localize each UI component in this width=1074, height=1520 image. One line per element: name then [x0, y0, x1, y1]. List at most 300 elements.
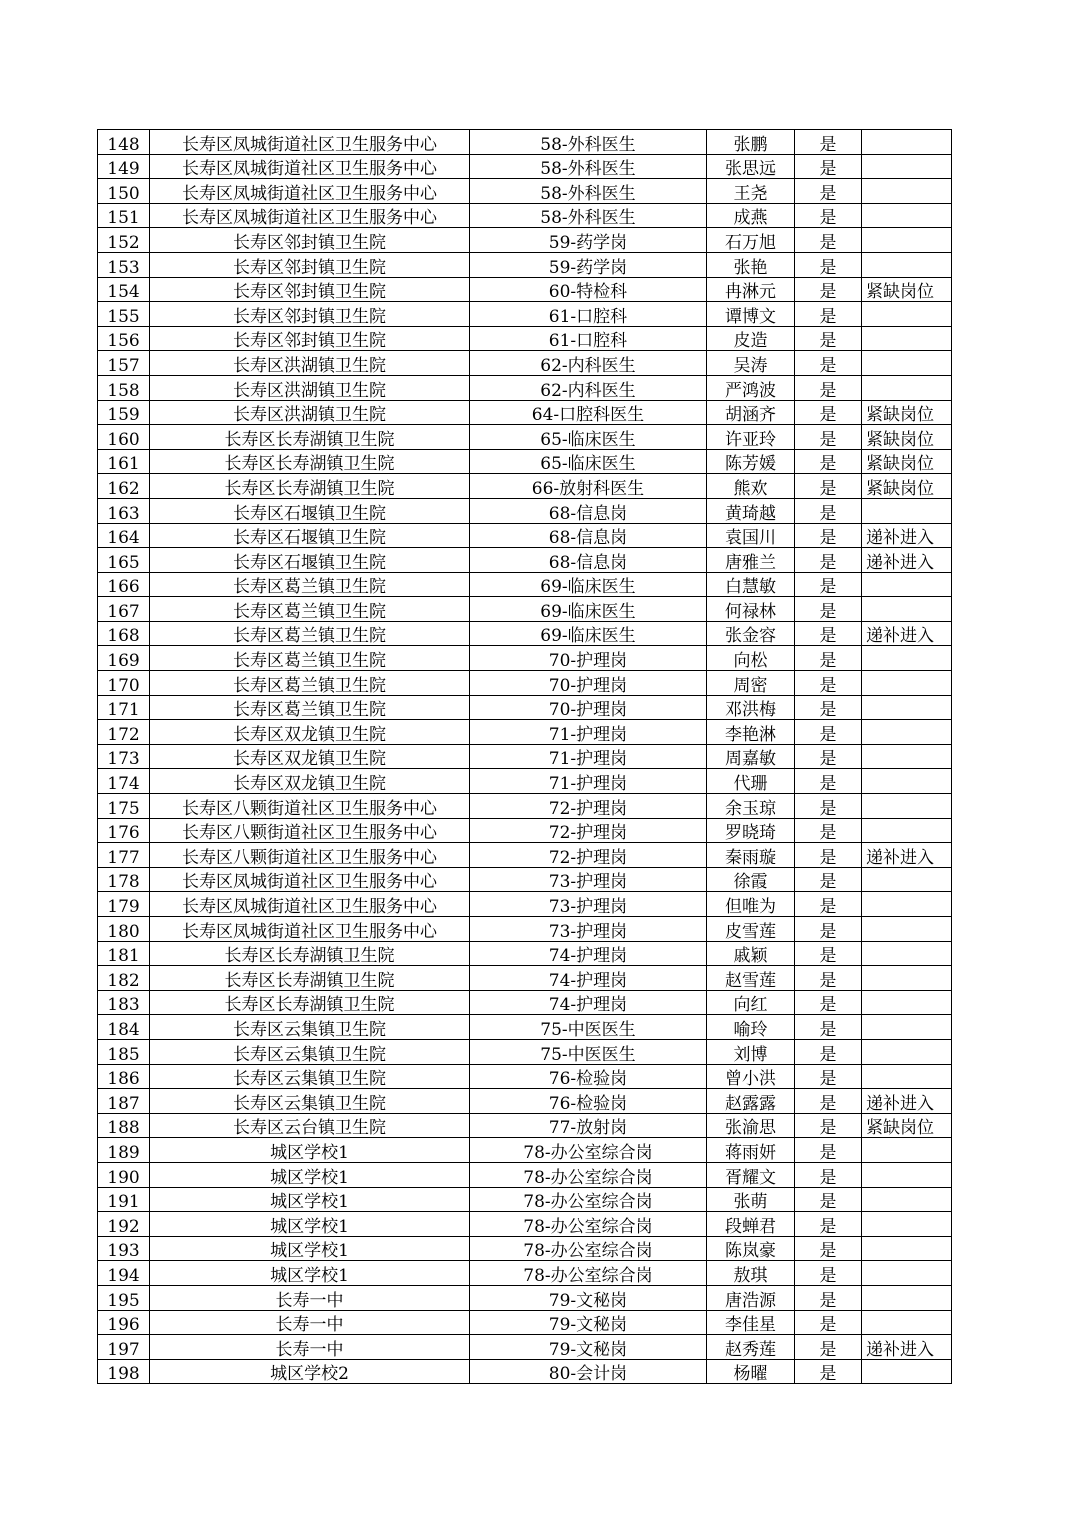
row-number-cell: 169: [98, 646, 150, 671]
qualified-cell: 是: [795, 449, 862, 474]
position-cell: 70-护理岗: [470, 671, 707, 696]
qualified-cell: 是: [795, 917, 862, 942]
qualified-cell: 是: [795, 130, 862, 155]
remark-cell: [862, 892, 952, 917]
unit-cell: 长寿区凤城街道社区卫生服务中心: [150, 867, 470, 892]
candidate-name-cell: 何禄林: [707, 597, 795, 622]
row-number-cell: 157: [98, 351, 150, 376]
unit-cell: 长寿区邻封镇卫生院: [150, 302, 470, 327]
unit-cell: 长寿区长寿湖镇卫生院: [150, 941, 470, 966]
remark-cell: [862, 1261, 952, 1286]
position-cell: 76-检验岗: [470, 1089, 707, 1114]
candidate-name-cell: 严鸿波: [707, 375, 795, 400]
row-number-cell: 179: [98, 892, 150, 917]
unit-cell: 城区学校1: [150, 1187, 470, 1212]
row-number-cell: 197: [98, 1335, 150, 1360]
qualified-cell: 是: [795, 1310, 862, 1335]
table-row: [98, 597, 952, 622]
remark-cell: [862, 154, 952, 179]
remark-cell: [862, 966, 952, 991]
qualified-cell: 是: [795, 1187, 862, 1212]
remark-cell: 紧缺岗位: [862, 425, 952, 450]
position-cell: 78-办公室综合岗: [470, 1162, 707, 1187]
table-row: [98, 1039, 952, 1064]
position-cell: 62-内科医生: [470, 375, 707, 400]
remark-cell: [862, 794, 952, 819]
unit-cell: 城区学校2: [150, 1359, 470, 1384]
candidate-name-cell: 刘博: [707, 1039, 795, 1064]
qualified-cell: 是: [795, 1113, 862, 1138]
position-cell: 58-外科医生: [470, 203, 707, 228]
remark-cell: [862, 769, 952, 794]
candidate-name-cell: 段蝉君: [707, 1212, 795, 1237]
candidate-name-cell: 谭博文: [707, 302, 795, 327]
qualified-cell: 是: [795, 621, 862, 646]
remark-cell: 递补进入: [862, 1089, 952, 1114]
qualified-cell: 是: [795, 1015, 862, 1040]
unit-cell: 城区学校1: [150, 1162, 470, 1187]
unit-cell: 长寿区葛兰镇卫生院: [150, 646, 470, 671]
results-table: [97, 129, 952, 1384]
candidate-name-cell: 赵雪莲: [707, 966, 795, 991]
qualified-cell: 是: [795, 1089, 862, 1114]
candidate-name-cell: 唐浩源: [707, 1285, 795, 1310]
position-cell: 78-办公室综合岗: [470, 1236, 707, 1261]
position-cell: 74-护理岗: [470, 966, 707, 991]
remark-cell: [862, 1212, 952, 1237]
table-row: [98, 843, 952, 868]
unit-cell: 长寿区葛兰镇卫生院: [150, 671, 470, 696]
qualified-cell: 是: [795, 228, 862, 253]
candidate-name-cell: 许亚玲: [707, 425, 795, 450]
position-cell: 62-内科医生: [470, 351, 707, 376]
remark-cell: [862, 203, 952, 228]
qualified-cell: 是: [795, 1335, 862, 1360]
unit-cell: 长寿区凤城街道社区卫生服务中心: [150, 154, 470, 179]
table-row: [98, 523, 952, 548]
row-number-cell: 173: [98, 744, 150, 769]
unit-cell: 长寿区石堰镇卫生院: [150, 498, 470, 523]
remark-cell: [862, 1187, 952, 1212]
row-number-cell: 175: [98, 794, 150, 819]
row-number-cell: 152: [98, 228, 150, 253]
position-cell: 69-临床医生: [470, 572, 707, 597]
unit-cell: 长寿区洪湖镇卫生院: [150, 351, 470, 376]
position-cell: 61-口腔科: [470, 302, 707, 327]
qualified-cell: 是: [795, 794, 862, 819]
remark-cell: [862, 326, 952, 351]
candidate-name-cell: 张金容: [707, 621, 795, 646]
row-number-cell: 155: [98, 302, 150, 327]
table-row: [98, 1138, 952, 1163]
table-row: [98, 154, 952, 179]
candidate-name-cell: 黄琦越: [707, 498, 795, 523]
row-number-cell: 168: [98, 621, 150, 646]
candidate-name-cell: 曾小洪: [707, 1064, 795, 1089]
candidate-name-cell: 余玉琼: [707, 794, 795, 819]
qualified-cell: 是: [795, 1138, 862, 1163]
unit-cell: 长寿一中: [150, 1285, 470, 1310]
row-number-cell: 189: [98, 1138, 150, 1163]
candidate-name-cell: 但唯为: [707, 892, 795, 917]
candidate-name-cell: 邓洪梅: [707, 695, 795, 720]
remark-cell: 紧缺岗位: [862, 1113, 952, 1138]
candidate-name-cell: 袁国川: [707, 523, 795, 548]
row-number-cell: 165: [98, 548, 150, 573]
table-row: [98, 572, 952, 597]
position-cell: 73-护理岗: [470, 892, 707, 917]
table-row: [98, 769, 952, 794]
qualified-cell: 是: [795, 990, 862, 1015]
table-row: [98, 1285, 952, 1310]
candidate-name-cell: 周密: [707, 671, 795, 696]
position-cell: 68-信息岗: [470, 498, 707, 523]
table-row: [98, 277, 952, 302]
row-number-cell: 162: [98, 474, 150, 499]
qualified-cell: 是: [795, 941, 862, 966]
unit-cell: 长寿区石堰镇卫生院: [150, 523, 470, 548]
qualified-cell: 是: [795, 818, 862, 843]
candidate-name-cell: 张萌: [707, 1187, 795, 1212]
remark-cell: [862, 1359, 952, 1384]
position-cell: 58-外科医生: [470, 179, 707, 204]
remark-cell: 递补进入: [862, 1335, 952, 1360]
position-cell: 61-口腔科: [470, 326, 707, 351]
candidate-name-cell: 王尧: [707, 179, 795, 204]
candidate-name-cell: 陈芳媛: [707, 449, 795, 474]
row-number-cell: 166: [98, 572, 150, 597]
candidate-name-cell: 李佳星: [707, 1310, 795, 1335]
unit-cell: 长寿区双龙镇卫生院: [150, 720, 470, 745]
unit-cell: 城区学校1: [150, 1236, 470, 1261]
row-number-cell: 159: [98, 400, 150, 425]
qualified-cell: 是: [795, 277, 862, 302]
qualified-cell: 是: [795, 597, 862, 622]
remark-cell: [862, 572, 952, 597]
row-number-cell: 149: [98, 154, 150, 179]
qualified-cell: 是: [795, 375, 862, 400]
remark-cell: [862, 1236, 952, 1261]
unit-cell: 长寿一中: [150, 1310, 470, 1335]
table-row: [98, 818, 952, 843]
qualified-cell: 是: [795, 966, 862, 991]
qualified-cell: 是: [795, 1285, 862, 1310]
remark-cell: 递补进入: [862, 843, 952, 868]
row-number-cell: 194: [98, 1261, 150, 1286]
position-cell: 58-外科医生: [470, 154, 707, 179]
row-number-cell: 188: [98, 1113, 150, 1138]
candidate-name-cell: 戚颖: [707, 941, 795, 966]
unit-cell: 长寿区长寿湖镇卫生院: [150, 425, 470, 450]
row-number-cell: 151: [98, 203, 150, 228]
unit-cell: 长寿区凤城街道社区卫生服务中心: [150, 179, 470, 204]
table-row: [98, 203, 952, 228]
qualified-cell: 是: [795, 425, 862, 450]
unit-cell: 长寿区云集镇卫生院: [150, 1089, 470, 1114]
candidate-name-cell: 皮造: [707, 326, 795, 351]
unit-cell: 长寿区葛兰镇卫生院: [150, 695, 470, 720]
unit-cell: 长寿区双龙镇卫生院: [150, 769, 470, 794]
unit-cell: 长寿区石堰镇卫生院: [150, 548, 470, 573]
candidate-name-cell: 蒋雨妍: [707, 1138, 795, 1163]
qualified-cell: 是: [795, 695, 862, 720]
table-row: [98, 892, 952, 917]
row-number-cell: 171: [98, 695, 150, 720]
row-number-cell: 183: [98, 990, 150, 1015]
table-row: [98, 1162, 952, 1187]
unit-cell: 城区学校1: [150, 1261, 470, 1286]
qualified-cell: 是: [795, 179, 862, 204]
remark-cell: [862, 671, 952, 696]
qualified-cell: 是: [795, 498, 862, 523]
row-number-cell: 178: [98, 867, 150, 892]
remark-cell: [862, 818, 952, 843]
row-number-cell: 170: [98, 671, 150, 696]
position-cell: 78-办公室综合岗: [470, 1138, 707, 1163]
unit-cell: 长寿区长寿湖镇卫生院: [150, 966, 470, 991]
position-cell: 64-口腔科医生: [470, 400, 707, 425]
position-cell: 79-文秘岗: [470, 1335, 707, 1360]
row-number-cell: 176: [98, 818, 150, 843]
position-cell: 72-护理岗: [470, 794, 707, 819]
remark-cell: [862, 917, 952, 942]
remark-cell: 紧缺岗位: [862, 400, 952, 425]
table-row: [98, 228, 952, 253]
table-row: [98, 941, 952, 966]
candidate-name-cell: 喻玲: [707, 1015, 795, 1040]
position-cell: 65-临床医生: [470, 449, 707, 474]
table-row: [98, 671, 952, 696]
table-row: [98, 1064, 952, 1089]
remark-cell: [862, 695, 952, 720]
position-cell: 71-护理岗: [470, 720, 707, 745]
table-row: [98, 425, 952, 450]
unit-cell: 长寿区长寿湖镇卫生院: [150, 990, 470, 1015]
table-row: [98, 621, 952, 646]
unit-cell: 长寿区八颗街道社区卫生服务中心: [150, 818, 470, 843]
table-row: [98, 1236, 952, 1261]
candidate-name-cell: 胡涵齐: [707, 400, 795, 425]
row-number-cell: 184: [98, 1015, 150, 1040]
candidate-name-cell: 杨曜: [707, 1359, 795, 1384]
remark-cell: [862, 228, 952, 253]
candidate-name-cell: 代珊: [707, 769, 795, 794]
qualified-cell: 是: [795, 572, 862, 597]
candidate-name-cell: 皮雪莲: [707, 917, 795, 942]
table-row: [98, 326, 952, 351]
qualified-cell: 是: [795, 744, 862, 769]
candidate-name-cell: 张鹏: [707, 130, 795, 155]
candidate-name-cell: 向松: [707, 646, 795, 671]
table-row: [98, 794, 952, 819]
table-row: [98, 1261, 952, 1286]
unit-cell: 长寿区葛兰镇卫生院: [150, 621, 470, 646]
unit-cell: 长寿区长寿湖镇卫生院: [150, 474, 470, 499]
table-row: [98, 917, 952, 942]
row-number-cell: 195: [98, 1285, 150, 1310]
candidate-name-cell: 熊欢: [707, 474, 795, 499]
row-number-cell: 150: [98, 179, 150, 204]
remark-cell: [862, 1039, 952, 1064]
row-number-cell: 186: [98, 1064, 150, 1089]
table-row: [98, 966, 952, 991]
remark-cell: [862, 179, 952, 204]
row-number-cell: 156: [98, 326, 150, 351]
row-number-cell: 181: [98, 941, 150, 966]
remark-cell: [862, 351, 952, 376]
row-number-cell: 158: [98, 375, 150, 400]
remark-cell: [862, 597, 952, 622]
candidate-name-cell: 周嘉敏: [707, 744, 795, 769]
qualified-cell: 是: [795, 474, 862, 499]
qualified-cell: 是: [795, 843, 862, 868]
position-cell: 71-护理岗: [470, 744, 707, 769]
candidate-name-cell: 赵秀莲: [707, 1335, 795, 1360]
qualified-cell: 是: [795, 302, 862, 327]
table-row: [98, 867, 952, 892]
position-cell: 75-中医医生: [470, 1015, 707, 1040]
position-cell: 59-药学岗: [470, 228, 707, 253]
unit-cell: 长寿区八颗街道社区卫生服务中心: [150, 794, 470, 819]
candidate-name-cell: 秦雨璇: [707, 843, 795, 868]
position-cell: 69-临床医生: [470, 621, 707, 646]
table-row: [98, 375, 952, 400]
qualified-cell: 是: [795, 1236, 862, 1261]
remark-cell: 递补进入: [862, 523, 952, 548]
row-number-cell: 196: [98, 1310, 150, 1335]
table-row: [98, 449, 952, 474]
unit-cell: 长寿区邻封镇卫生院: [150, 277, 470, 302]
row-number-cell: 164: [98, 523, 150, 548]
position-cell: 75-中医医生: [470, 1039, 707, 1064]
table-row: [98, 1359, 952, 1384]
position-cell: 69-临床医生: [470, 597, 707, 622]
remark-cell: [862, 375, 952, 400]
row-number-cell: 148: [98, 130, 150, 155]
table-row: [98, 302, 952, 327]
table-row: [98, 1113, 952, 1138]
position-cell: 79-文秘岗: [470, 1285, 707, 1310]
unit-cell: 长寿区洪湖镇卫生院: [150, 400, 470, 425]
qualified-cell: 是: [795, 400, 862, 425]
unit-cell: 城区学校1: [150, 1138, 470, 1163]
row-number-cell: 163: [98, 498, 150, 523]
table-row: [98, 1310, 952, 1335]
position-cell: 70-护理岗: [470, 646, 707, 671]
table-row: [98, 646, 952, 671]
unit-cell: 长寿区双龙镇卫生院: [150, 744, 470, 769]
remark-cell: 递补进入: [862, 548, 952, 573]
position-cell: 59-药学岗: [470, 252, 707, 277]
candidate-name-cell: 向红: [707, 990, 795, 1015]
unit-cell: 长寿区洪湖镇卫生院: [150, 375, 470, 400]
position-cell: 78-办公室综合岗: [470, 1261, 707, 1286]
qualified-cell: 是: [795, 1162, 862, 1187]
candidate-name-cell: 李艳淋: [707, 720, 795, 745]
row-number-cell: 153: [98, 252, 150, 277]
qualified-cell: 是: [795, 326, 862, 351]
remark-cell: [862, 1285, 952, 1310]
candidate-name-cell: 吴涛: [707, 351, 795, 376]
candidate-name-cell: 张渝思: [707, 1113, 795, 1138]
remark-cell: [862, 1015, 952, 1040]
qualified-cell: 是: [795, 203, 862, 228]
table-row: [98, 1335, 952, 1360]
qualified-cell: 是: [795, 351, 862, 376]
unit-cell: 长寿一中: [150, 1335, 470, 1360]
position-cell: 68-信息岗: [470, 548, 707, 573]
table-row: [98, 498, 952, 523]
position-cell: 68-信息岗: [470, 523, 707, 548]
table-row: [98, 744, 952, 769]
qualified-cell: 是: [795, 646, 862, 671]
table-row: [98, 1089, 952, 1114]
unit-cell: 长寿区凤城街道社区卫生服务中心: [150, 917, 470, 942]
candidate-name-cell: 唐雅兰: [707, 548, 795, 573]
unit-cell: 长寿区长寿湖镇卫生院: [150, 449, 470, 474]
candidate-name-cell: 罗晓琦: [707, 818, 795, 843]
unit-cell: 长寿区邻封镇卫生院: [150, 228, 470, 253]
remark-cell: [862, 252, 952, 277]
table-row: [98, 720, 952, 745]
qualified-cell: 是: [795, 154, 862, 179]
table-row: [98, 351, 952, 376]
remark-cell: [862, 646, 952, 671]
qualified-cell: 是: [795, 892, 862, 917]
position-cell: 77-放射岗: [470, 1113, 707, 1138]
table-row: [98, 179, 952, 204]
unit-cell: 长寿区凤城街道社区卫生服务中心: [150, 892, 470, 917]
table-row: [98, 252, 952, 277]
candidate-name-cell: 陈岚豪: [707, 1236, 795, 1261]
remark-cell: [862, 1064, 952, 1089]
candidate-name-cell: 石万旭: [707, 228, 795, 253]
position-cell: 66-放射科医生: [470, 474, 707, 499]
candidate-name-cell: 张思远: [707, 154, 795, 179]
table-row: [98, 1015, 952, 1040]
qualified-cell: 是: [795, 1212, 862, 1237]
row-number-cell: 182: [98, 966, 150, 991]
position-cell: 72-护理岗: [470, 818, 707, 843]
position-cell: 58-外科医生: [470, 130, 707, 155]
position-cell: 78-办公室综合岗: [470, 1187, 707, 1212]
remark-cell: 紧缺岗位: [862, 449, 952, 474]
unit-cell: 长寿区云集镇卫生院: [150, 1015, 470, 1040]
row-number-cell: 192: [98, 1212, 150, 1237]
remark-cell: [862, 498, 952, 523]
row-number-cell: 190: [98, 1162, 150, 1187]
qualified-cell: 是: [795, 1261, 862, 1286]
unit-cell: 长寿区邻封镇卫生院: [150, 252, 470, 277]
unit-cell: 长寿区云台镇卫生院: [150, 1113, 470, 1138]
qualified-cell: 是: [795, 671, 862, 696]
row-number-cell: 180: [98, 917, 150, 942]
remark-cell: [862, 744, 952, 769]
position-cell: 79-文秘岗: [470, 1310, 707, 1335]
row-number-cell: 161: [98, 449, 150, 474]
position-cell: 65-临床医生: [470, 425, 707, 450]
qualified-cell: 是: [795, 867, 862, 892]
remark-cell: [862, 1310, 952, 1335]
unit-cell: 长寿区葛兰镇卫生院: [150, 597, 470, 622]
remark-cell: [862, 867, 952, 892]
qualified-cell: 是: [795, 523, 862, 548]
row-number-cell: 185: [98, 1039, 150, 1064]
row-number-cell: 193: [98, 1236, 150, 1261]
position-cell: 76-检验岗: [470, 1064, 707, 1089]
table-row: [98, 548, 952, 573]
table-row: [98, 1212, 952, 1237]
